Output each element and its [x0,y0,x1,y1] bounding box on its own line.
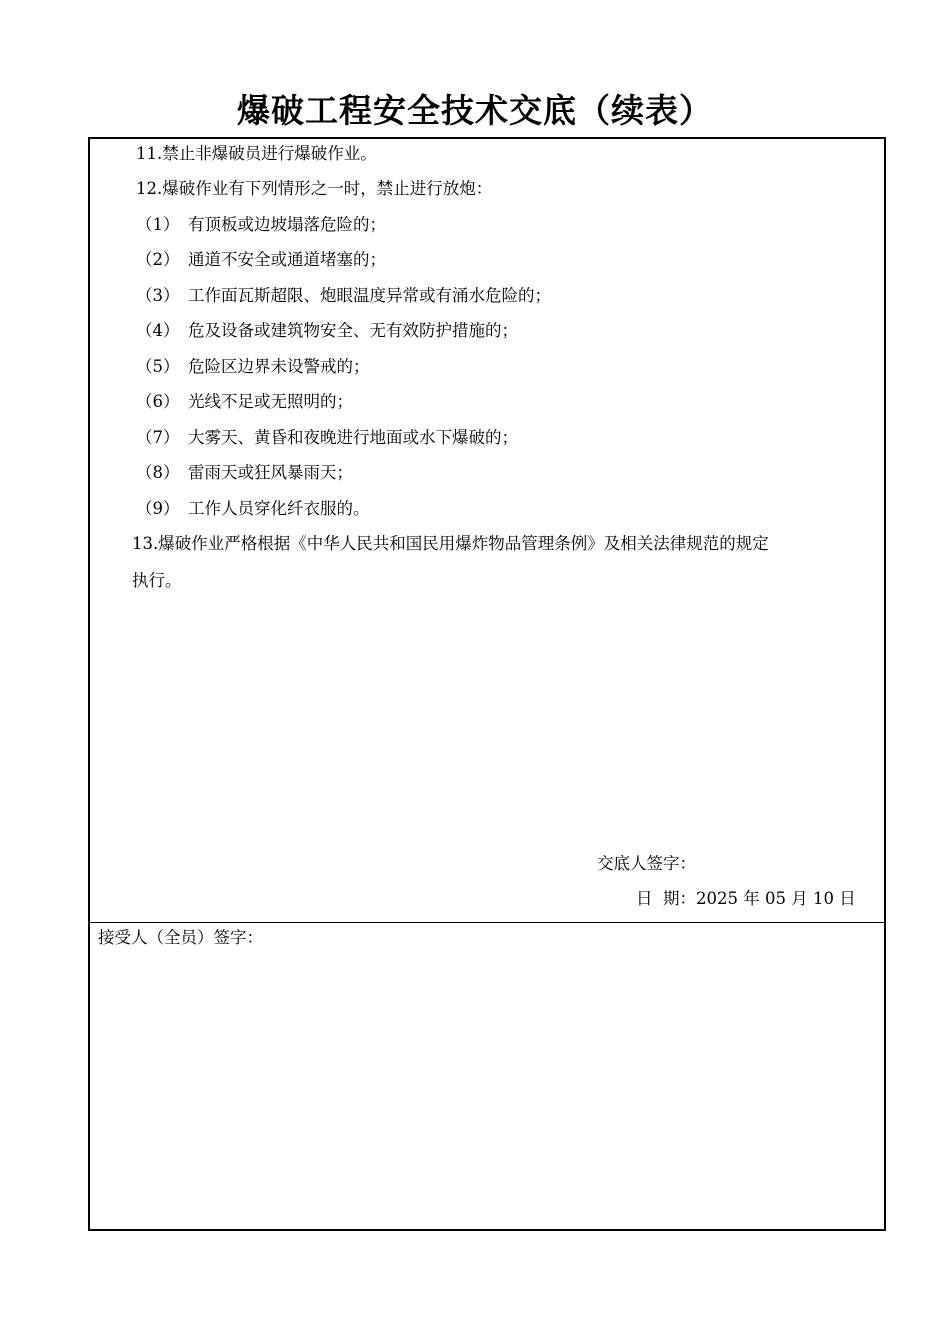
date-value: 2025 年 05 月 10 日 [696,889,856,908]
briefing-date [636,888,856,910]
sub-item-5 [136,356,370,378]
sub-item-number: （3） [136,286,180,305]
sub-item-number: （7） [136,428,180,447]
item-13-line-2: 执行。 [132,571,182,590]
sub-item-text: 工作面瓦斯超限、炮眼温度异常或有涌水危险的； [188,286,551,305]
briefing-form-table [88,137,886,1231]
receiver-signature-label: 接受人（全员）签字： [98,928,263,947]
sub-item-text: 大雾天、黄昏和夜晚进行地面或水下爆破的； [188,428,518,447]
document-title: 爆破工程安全技术交底（续表） [237,91,713,130]
briefer-signature-label: 交底人签字： [597,854,696,873]
sub-item-number: （6） [136,392,180,411]
sub-item-8 [136,462,353,484]
item-12: 12.爆破作业有下列情形之一时，禁止进行放炮： [136,179,493,198]
section-divider [90,922,884,923]
sub-item-text: 有顶板或边坡塌落危险的； [188,215,386,234]
sub-item-number: （5） [136,357,180,376]
sub-item-number: （8） [136,463,180,482]
sub-item-text: 通道不安全或通道堵塞的； [188,250,386,269]
sub-item-3 [136,285,551,307]
sub-item-1 [136,214,386,236]
date-label: 日 期： [636,889,696,908]
sub-item-text: 雷雨天或狂风暴雨天； [188,463,353,482]
sub-item-number: （9） [136,499,180,518]
sub-item-number: （2） [136,250,180,269]
sub-item-2 [136,249,386,271]
sub-item-9 [136,498,370,520]
sub-item-number: （1） [136,215,180,234]
sub-item-6 [136,391,353,413]
item-13-line-1: 13.爆破作业严格根据《中华人民共和国民用爆炸物品管理条例》及相关法律规范的规定 [132,534,769,553]
sub-item-4 [136,320,518,342]
item-11: 11.禁止非爆破员进行爆破作业。 [136,144,377,163]
sub-item-text: 工作人员穿化纤衣服的。 [188,499,370,518]
sub-item-number: （4） [136,321,180,340]
sub-item-text: 危险区边界未设警戒的； [188,357,370,376]
sub-item-text: 光线不足或无照明的； [188,392,353,411]
sub-item-7 [136,427,518,449]
sub-item-text: 危及设备或建筑物安全、无有效防护措施的； [188,321,518,340]
